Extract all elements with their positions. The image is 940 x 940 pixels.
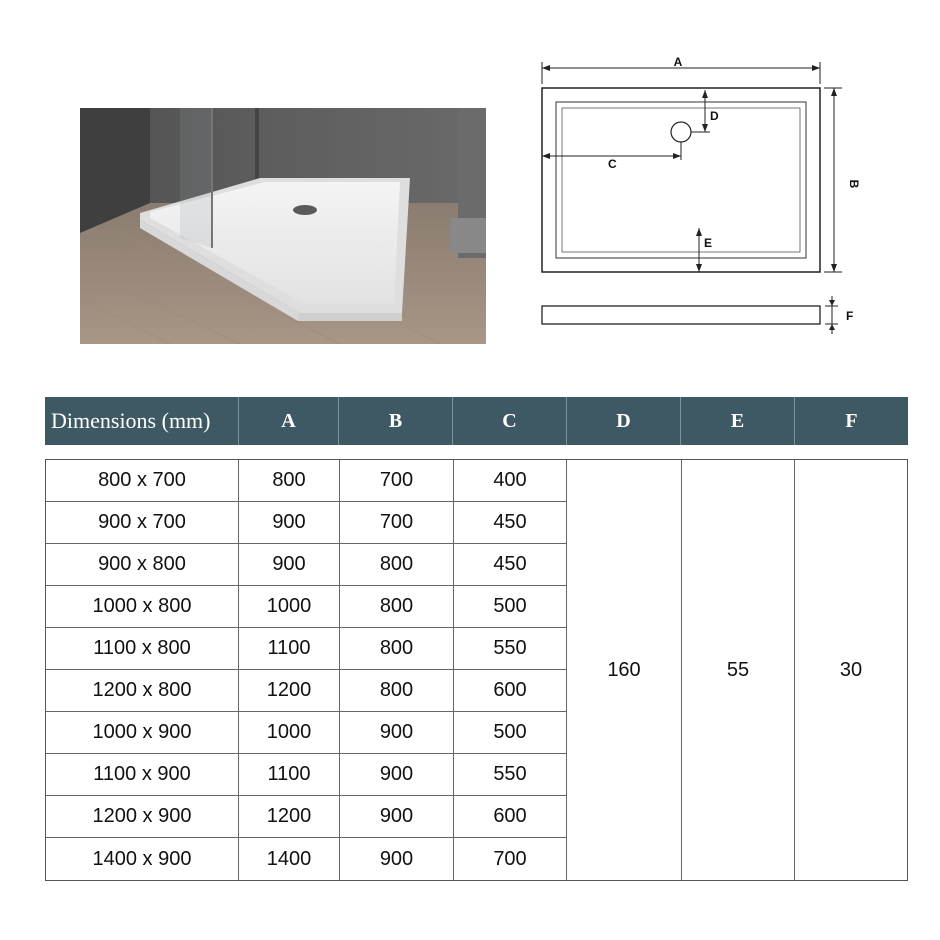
header-d: D	[567, 397, 681, 445]
header-c: C	[453, 397, 567, 445]
dimension-diagram	[520, 50, 900, 350]
shared-d-cell: 160	[567, 460, 682, 880]
label-e: E	[704, 236, 713, 250]
shared-f-cell: 30	[839, 658, 863, 681]
a-cell: 800	[239, 460, 340, 502]
a-cell: 1400	[239, 838, 340, 880]
spec-table-body	[45, 459, 908, 881]
c-cell: 600	[454, 796, 567, 838]
size-cell: 1100 x 800	[46, 628, 239, 670]
b-cell: 900	[340, 754, 454, 796]
c-cell: 450	[454, 544, 567, 586]
product-photo	[80, 108, 486, 344]
table-row	[46, 712, 567, 754]
table-row	[46, 754, 567, 796]
table-row	[46, 460, 567, 502]
table-row	[46, 796, 567, 838]
a-cell: 1200	[239, 796, 340, 838]
size-cell: 1200 x 900	[46, 796, 239, 838]
c-cell: 550	[454, 754, 567, 796]
a-cell: 900	[239, 544, 340, 586]
b-cell: 900	[340, 796, 454, 838]
table-row	[46, 670, 567, 712]
table-row	[46, 628, 567, 670]
size-cell: 800 x 700	[46, 460, 239, 502]
c-cell: 500	[454, 586, 567, 628]
table-row	[46, 502, 567, 544]
size-cell: 1000 x 900	[46, 712, 239, 754]
c-cell: 550	[454, 628, 567, 670]
size-cell: 1400 x 900	[46, 838, 239, 880]
size-cell: 1200 x 800	[46, 670, 239, 712]
header-dimensions: Dimensions (mm)	[45, 397, 239, 445]
a-cell: 1100	[239, 754, 340, 796]
size-cell: 900 x 800	[46, 544, 239, 586]
b-cell: 700	[340, 502, 454, 544]
table-row	[46, 544, 567, 586]
a-cell: 1000	[239, 712, 340, 754]
b-cell: 900	[340, 838, 454, 880]
table-row	[46, 838, 567, 880]
label-c: C	[608, 157, 617, 171]
c-cell: 700	[454, 838, 567, 880]
label-d: D	[710, 109, 719, 123]
a-cell: 1000	[239, 586, 340, 628]
header-b: B	[339, 397, 453, 445]
header-e: E	[681, 397, 795, 445]
b-cell: 700	[340, 460, 454, 502]
a-cell: 900	[239, 502, 340, 544]
b-cell: 900	[340, 712, 454, 754]
a-cell: 1100	[239, 628, 340, 670]
b-cell: 800	[340, 544, 454, 586]
shared-e-cell: 55	[682, 460, 795, 880]
c-cell: 450	[454, 502, 567, 544]
header-f: F	[845, 409, 858, 432]
size-cell: 1100 x 900	[46, 754, 239, 796]
size-cell: 1000 x 800	[46, 586, 239, 628]
c-cell: 500	[454, 712, 567, 754]
b-cell: 800	[340, 586, 454, 628]
a-cell: 1200	[239, 670, 340, 712]
table-header	[45, 397, 908, 445]
size-cell: 900 x 700	[46, 502, 239, 544]
label-b: B	[847, 179, 861, 189]
b-cell: 800	[340, 670, 454, 712]
table-row	[46, 586, 567, 628]
c-cell: 400	[454, 460, 567, 502]
header-a: A	[239, 397, 339, 445]
label-a: A	[673, 55, 683, 69]
c-cell: 600	[454, 670, 567, 712]
label-f: F	[846, 309, 854, 323]
b-cell: 800	[340, 628, 454, 670]
